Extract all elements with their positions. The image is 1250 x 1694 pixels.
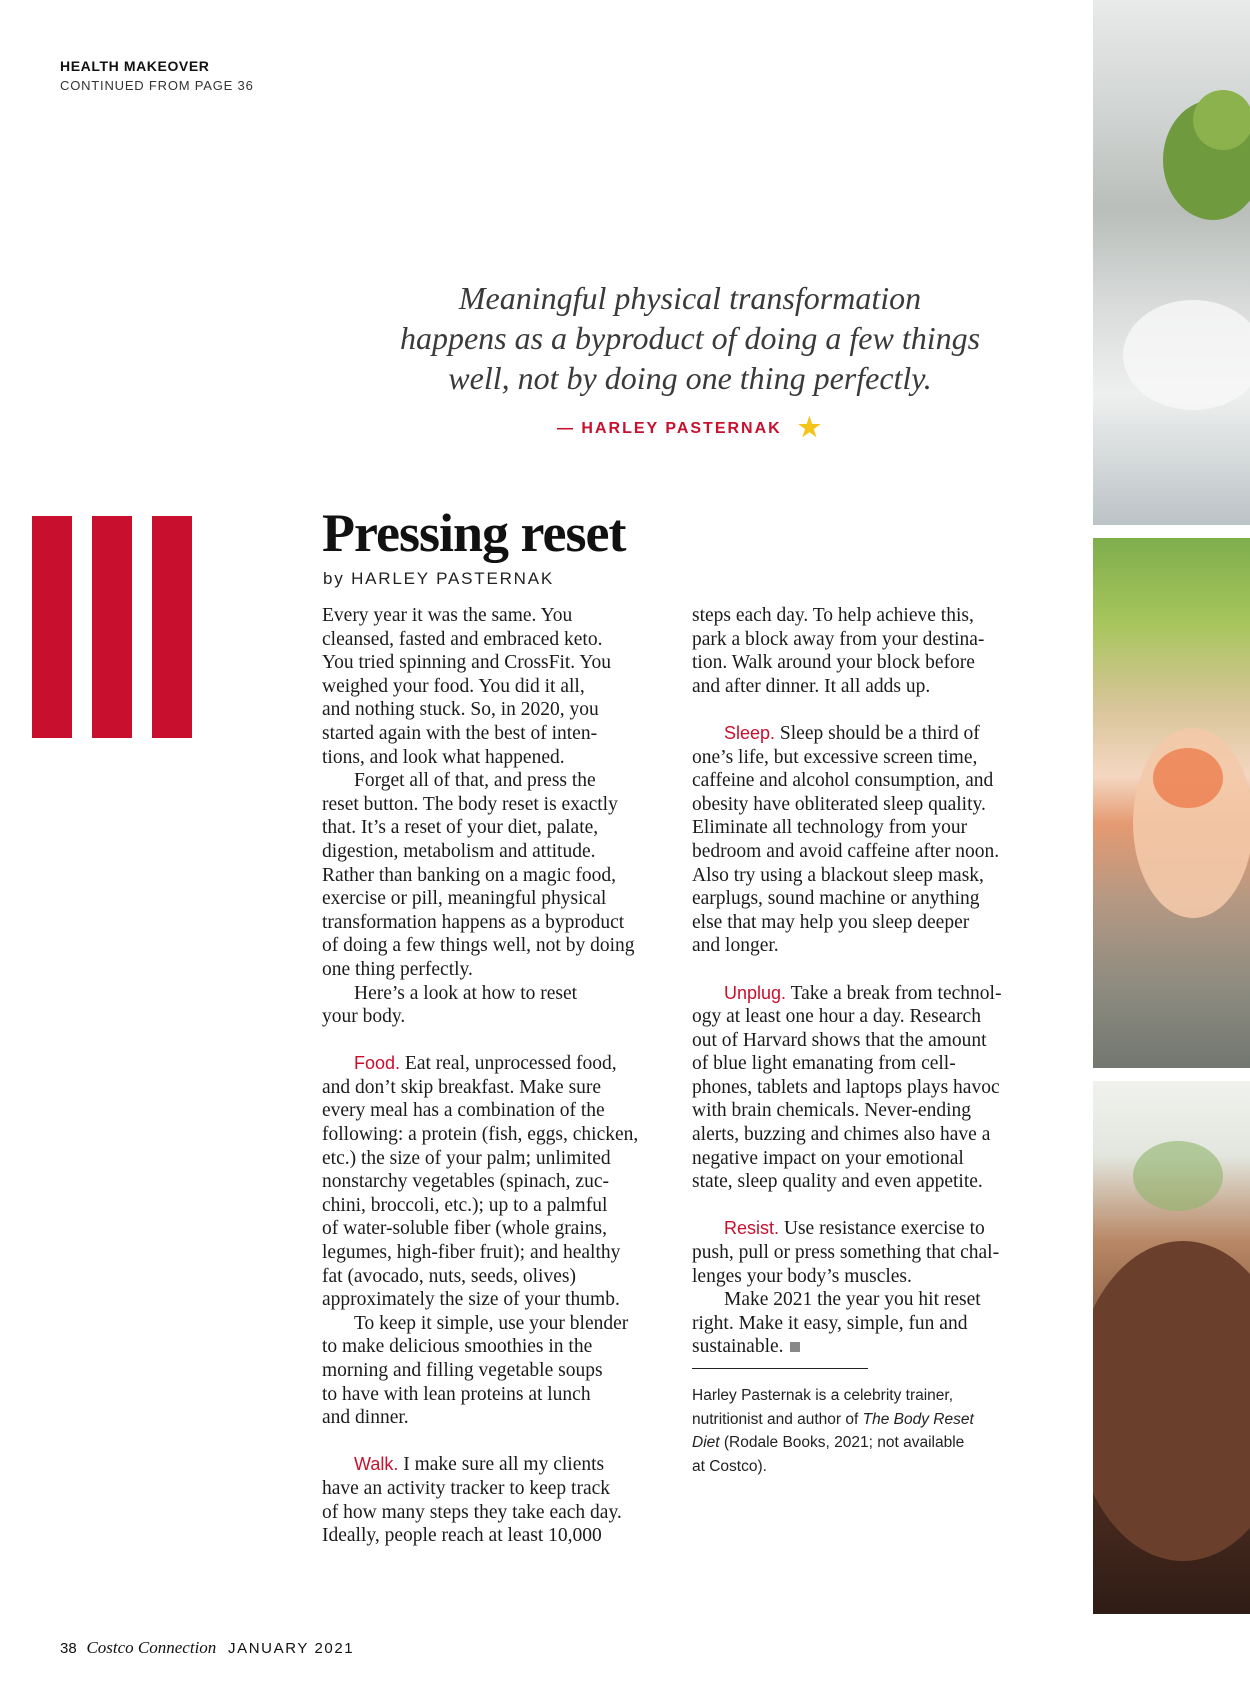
paragraph-walk-continued bbox=[692, 604, 1042, 698]
text-line: phones, tablets and laptops plays havoc bbox=[692, 1076, 1000, 1098]
text-line bbox=[322, 1453, 672, 1477]
text-line: cleansed, fasted and embraced keto. bbox=[322, 628, 603, 650]
text-line: state, sleep quality and even appetite. bbox=[692, 1171, 983, 1193]
paragraph-food bbox=[322, 1052, 672, 1312]
text-line: to have with lean proteins at lunch bbox=[322, 1383, 591, 1405]
text-line bbox=[322, 1052, 672, 1076]
issue-date: JANUARY 2021 bbox=[228, 1640, 355, 1657]
text-line: negative impact on your emotional bbox=[692, 1147, 964, 1169]
text-line: Rather than banking on a magic food, bbox=[322, 864, 617, 886]
article-column-left bbox=[322, 604, 672, 1548]
text-line: one’s life, but excessive screen time, bbox=[692, 746, 978, 768]
bio-line: Harley Pasternak is a celebrity trainer, bbox=[692, 1387, 954, 1404]
pull-quote-line: happens as a byproduct of doing a few things bbox=[399, 320, 981, 356]
text-line: Eliminate all technology from your bbox=[692, 817, 968, 839]
text-line: every meal has a combination of the bbox=[322, 1100, 605, 1122]
bio-text: nutritionist and author of bbox=[692, 1410, 863, 1428]
text-line: of blue light emanating from cell- bbox=[692, 1053, 956, 1075]
text-line: with brain chemicals. Never-ending bbox=[692, 1100, 972, 1122]
text-line: push, pull or press something that chal- bbox=[692, 1242, 1000, 1264]
article-byline: by HARLEY PASTERNAK bbox=[323, 569, 555, 588]
text-line bbox=[692, 722, 1042, 746]
bio-line: at Costco). bbox=[692, 1457, 767, 1475]
bio-text: (Rodale Books, 2021; not available bbox=[719, 1434, 965, 1451]
text-line: Also try using a blackout sleep mask, bbox=[692, 864, 984, 886]
text-line: obesity have obliterated sleep quality. bbox=[692, 793, 986, 815]
text-line: started again with the best of inten- bbox=[322, 722, 598, 744]
text-line: to make delicious smoothies in the bbox=[322, 1336, 593, 1358]
page-footer bbox=[60, 1638, 354, 1658]
paragraph-resist bbox=[692, 1217, 1042, 1288]
bio-line bbox=[692, 1408, 1052, 1432]
red-stripe-decoration bbox=[152, 516, 192, 738]
sleep-first-line: Sleep should be a third of bbox=[779, 722, 980, 744]
bio-line bbox=[692, 1431, 1052, 1455]
star-icon: ★ bbox=[797, 412, 824, 442]
text-line: Every year it was the same. You bbox=[322, 605, 573, 626]
text-line: that. It’s a reset of your diet, palate, bbox=[322, 817, 599, 839]
red-stripe-decoration bbox=[32, 516, 72, 738]
red-stripe-decoration bbox=[92, 516, 132, 738]
text-line: tions, and look what happened. bbox=[322, 746, 565, 768]
page-number: 38 bbox=[60, 1640, 77, 1657]
bio-divider bbox=[692, 1368, 868, 1369]
sleep-keyword: Sleep. bbox=[724, 722, 776, 743]
paragraph-how-to bbox=[322, 982, 672, 1029]
photo-massage bbox=[1093, 1081, 1250, 1614]
text-line: earplugs, sound machine or anything bbox=[692, 888, 980, 910]
text-line: etc.) the size of your palm; unlimited bbox=[322, 1147, 611, 1169]
pull-quote-attribution bbox=[340, 412, 1040, 443]
text-line: reset button. The body reset is exactly bbox=[322, 793, 618, 815]
paragraph-smoothies bbox=[322, 1312, 672, 1430]
author-bio bbox=[692, 1384, 1052, 1478]
paragraph-closing bbox=[692, 1288, 1042, 1359]
end-of-article-icon bbox=[790, 1342, 800, 1352]
text-line: You tried spinning and CrossFit. You bbox=[322, 652, 611, 674]
text-line: steps each day. To help achieve this, bbox=[692, 605, 974, 626]
book-title: The Body Reset bbox=[862, 1410, 974, 1428]
text-line: alerts, buzzing and chimes also have a bbox=[692, 1124, 991, 1146]
paragraph-spacer bbox=[322, 1430, 672, 1454]
text-line: fat (avocado, nuts, seeds, olives) bbox=[322, 1265, 576, 1287]
text-line: of doing a few things well, not by doing bbox=[322, 935, 635, 957]
continued-from-label: CONTINUED FROM PAGE 36 bbox=[60, 78, 254, 93]
text-line: transformation happens as a byproduct bbox=[322, 911, 625, 933]
text-line: Forget all of that, and press the bbox=[354, 770, 596, 792]
article-column-right bbox=[692, 604, 1042, 1359]
text-line: exercise or pill, meaningful physical bbox=[322, 888, 607, 910]
attribution-text: — HARLEY PASTERNAK bbox=[556, 420, 782, 437]
paragraph-reset bbox=[322, 769, 672, 981]
walk-keyword: Walk. bbox=[354, 1454, 399, 1475]
text-line: and dinner. bbox=[322, 1407, 409, 1429]
text-line: approximately the size of your thumb. bbox=[322, 1289, 620, 1311]
paragraph-intro bbox=[322, 604, 672, 769]
page-header bbox=[60, 58, 254, 93]
text-line: and after dinner. It all adds up. bbox=[692, 675, 931, 697]
magazine-title: Costco Connection bbox=[86, 1638, 217, 1657]
text-line: bedroom and avoid caffeine after noon. bbox=[692, 840, 1000, 862]
book-title: Diet bbox=[692, 1434, 720, 1451]
text-line: else that may help you sleep deeper bbox=[692, 911, 970, 933]
text-line: and don’t skip breakfast. Make sure bbox=[322, 1076, 602, 1098]
closing-last-line: sustainable. bbox=[692, 1336, 784, 1358]
pull-quote-line: Meaningful physical transformation bbox=[458, 280, 922, 316]
unplug-first-line: Take a break from technol- bbox=[790, 982, 1002, 1004]
text-line: chini, broccoli, etc.); up to a palmful bbox=[322, 1194, 608, 1216]
text-line: weighed your food. You did it all, bbox=[322, 675, 585, 697]
text-line: of water-soluble fiber (whole grains, bbox=[322, 1218, 607, 1240]
paragraph-unplug bbox=[692, 982, 1042, 1194]
food-first-line: Eat real, unprocessed food, bbox=[404, 1053, 617, 1075]
photo-running-shoe bbox=[1093, 538, 1250, 1068]
paragraph-walk bbox=[322, 1453, 672, 1547]
resist-keyword: Resist. bbox=[724, 1218, 780, 1239]
paragraph-spacer bbox=[692, 1194, 1042, 1218]
text-line: one thing perfectly. bbox=[322, 958, 473, 980]
section-label: HEALTH MAKEOVER bbox=[60, 58, 210, 74]
text-line: and nothing stuck. So, in 2020, you bbox=[322, 699, 599, 721]
text-line: digestion, metabolism and attitude. bbox=[322, 840, 596, 862]
paragraph-sleep bbox=[692, 722, 1042, 958]
paragraph-spacer bbox=[692, 958, 1042, 982]
text-line bbox=[692, 982, 1042, 1006]
text-line: To keep it simple, use your blender bbox=[354, 1312, 629, 1334]
text-line: legumes, high-fiber fruit); and healthy bbox=[322, 1242, 621, 1264]
text-line: nonstarchy vegetables (spinach, zuc- bbox=[322, 1171, 609, 1193]
text-line: following: a protein (fish, eggs, chicken, bbox=[322, 1124, 639, 1146]
text-line: caffeine and alcohol consumption, and bbox=[692, 770, 994, 792]
paragraph-spacer bbox=[692, 698, 1042, 722]
text-line: and longer. bbox=[692, 935, 779, 957]
text-line bbox=[692, 1335, 1042, 1359]
food-keyword: Food. bbox=[354, 1053, 401, 1074]
text-line: tion. Walk around your block before bbox=[692, 652, 975, 674]
text-line: Ideally, people reach at least 10,000 bbox=[322, 1525, 602, 1547]
text-line: out of Harvard shows that the amount bbox=[692, 1029, 987, 1051]
unplug-keyword: Unplug. bbox=[724, 982, 787, 1003]
pull-quote bbox=[340, 278, 1040, 443]
article-title: Pressing reset bbox=[322, 503, 626, 563]
text-line: your body. bbox=[322, 1006, 406, 1028]
paragraph-spacer bbox=[322, 1029, 672, 1053]
walk-first-line: I make sure all my clients bbox=[403, 1454, 605, 1476]
resist-first-line: Use resistance exercise to bbox=[783, 1218, 985, 1240]
photo-broccoli bbox=[1093, 0, 1250, 525]
pull-quote-line: well, not by doing one thing perfectly. bbox=[448, 360, 932, 396]
text-line: ogy at least one hour a day. Research bbox=[692, 1006, 981, 1028]
text-line: Make 2021 the year you hit reset bbox=[724, 1289, 981, 1311]
text-line: of how many steps they take each day. bbox=[322, 1501, 622, 1523]
text-line: right. Make it easy, simple, fun and bbox=[692, 1312, 968, 1334]
text-line bbox=[692, 1217, 1042, 1241]
text-line: morning and filling vegetable soups bbox=[322, 1360, 603, 1381]
text-line: have an activity tracker to keep track bbox=[322, 1477, 611, 1499]
text-line: Here’s a look at how to reset bbox=[354, 982, 578, 1004]
text-line: lenges your body’s muscles. bbox=[692, 1265, 912, 1287]
text-line: park a block away from your destina- bbox=[692, 628, 985, 650]
